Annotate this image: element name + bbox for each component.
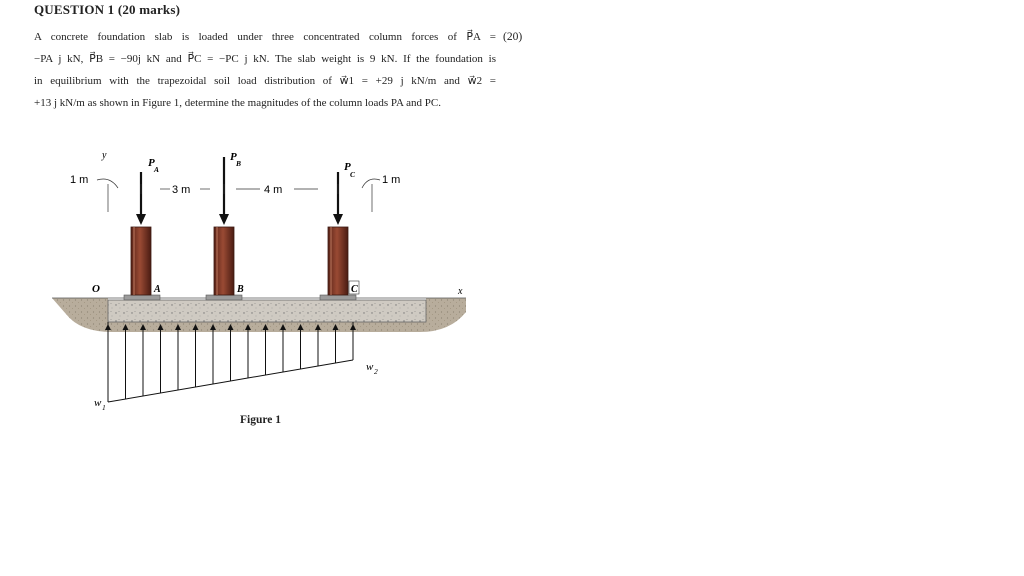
base-plate-b (206, 295, 242, 300)
w2-sub: 2 (374, 367, 378, 376)
pa-sub: A (154, 165, 160, 174)
figure (50, 142, 480, 412)
origin-label: O (92, 283, 100, 295)
pc-sub: C (350, 170, 356, 179)
dim-right-label: 1 m (382, 174, 401, 186)
dim-left-label: 1 m (70, 174, 89, 186)
point-b-label: B (237, 284, 244, 295)
x-axis-label: x (458, 286, 463, 297)
point-c-label: C (351, 284, 358, 295)
pb-sub: B (236, 159, 242, 168)
force-arrow-pa (136, 172, 146, 225)
marks-label: (20) (503, 31, 523, 43)
dim-ab-label: 3 m (172, 184, 191, 196)
question-line-3: in equilibrium with the trapezoidal soil load distribution of w⃗1 = +29 j kN/m and w⃗2 = (34, 75, 496, 87)
w1-label: w (94, 397, 102, 409)
foundation-diagram (50, 142, 480, 412)
question-heading: QUESTION 1 (20 marks) (34, 2, 181, 17)
pa-label: P (148, 157, 155, 169)
w2-label: w (366, 361, 374, 373)
base-plate-a (124, 295, 160, 300)
pc-label: P (344, 161, 351, 173)
question-line-2: −PA j kN, P⃗B = −90j kN and P⃗C = −PC j kN. The slab weight is 9 kN. If the foundation is (34, 53, 496, 65)
foundation-slab (108, 300, 426, 322)
force-arrow-pc (333, 172, 343, 225)
y-axis-label: y (102, 150, 107, 161)
w1-sub: 1 (102, 403, 106, 412)
point-a-label: A (154, 284, 161, 295)
figure-caption: Figure 1 (240, 414, 281, 426)
question-line-1: A concrete foundation slab is loaded under three concentrated column forces of P⃗A = (34, 31, 496, 43)
base-plate-c (320, 295, 356, 300)
pb-label: P (230, 151, 237, 163)
dim-bc-label: 4 m (264, 184, 283, 196)
question-line-4: +13 j kN/m as shown in Figure 1, determine the magnitudes of the column loads PA and PC. (34, 97, 441, 109)
